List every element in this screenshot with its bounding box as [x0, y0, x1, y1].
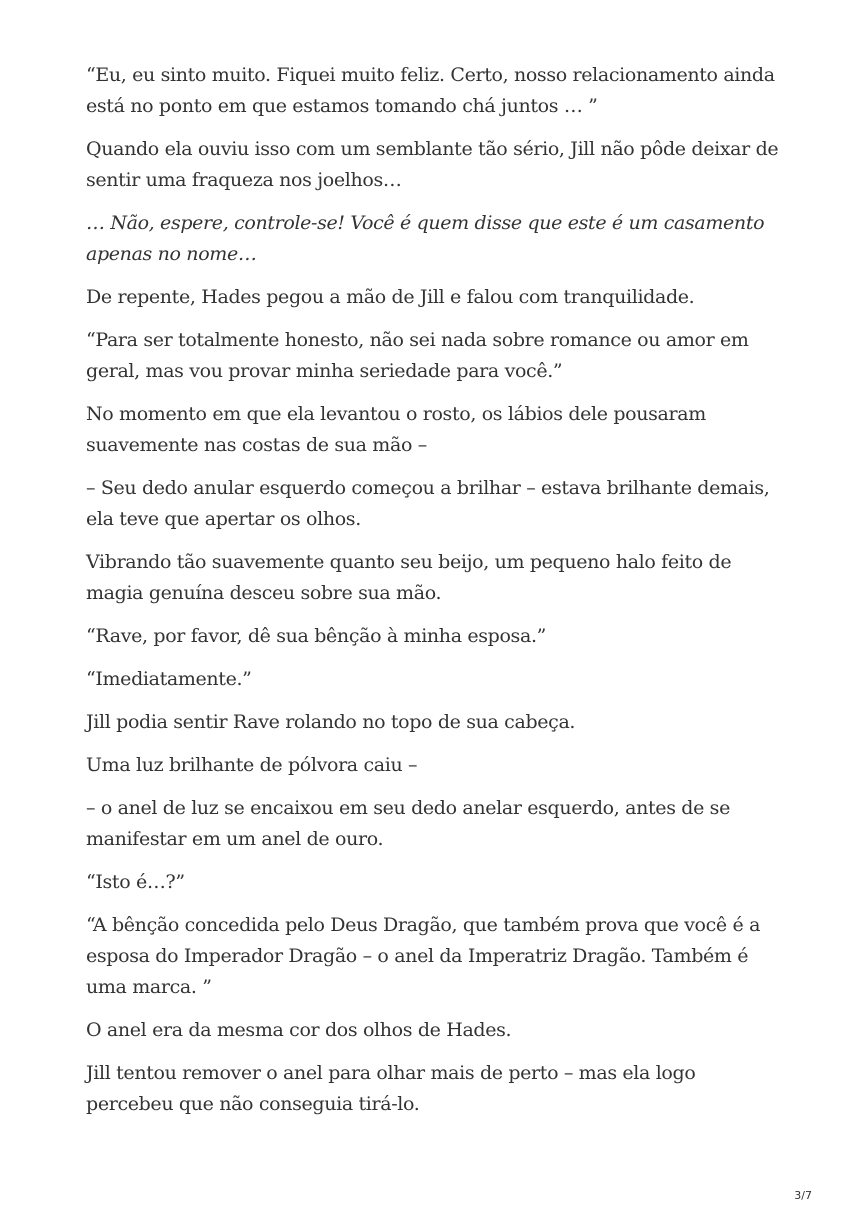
paragraph-11: Jill podia sentir Rave rolando no topo de sua cabeça. — [86, 711, 576, 733]
paragraph-7: – Seu dedo anular esquerdo começou a brilhar – estava brilhante demais, ela teve que apertar os olhos. — [86, 477, 770, 530]
paragraph-2: Quando ela ouviu isso com um semblante tão sério, Jill não pôde deixar de sentir uma fraqueza nos joelhos… — [86, 138, 779, 191]
paragraph-3-italic: … Não, espere, controle-se! Você é quem disse que este é um casamento apenas no nome… — [86, 212, 765, 265]
document-page — [86, 60, 786, 1132]
paragraph-4: De repente, Hades pegou a mão de Jill e falou com tranquilidade. — [86, 286, 695, 308]
paragraph-14: “Isto é…?” — [86, 871, 185, 893]
paragraph-12: Uma luz brilhante de pólvora caiu – — [86, 754, 418, 776]
paragraph-5: “Para ser totalmente honesto, não sei nada sobre romance ou amor em geral, mas vou provar minha seriedade para você.” — [86, 329, 749, 382]
paragraph-1: “Eu, eu sinto muito. Fiquei muito feliz. Certo, nosso relacionamento ainda está no ponto em que estamos tomando chá juntos … ” — [86, 64, 775, 117]
page-number: 3/7 — [794, 1189, 812, 1202]
paragraph-10: “Imediatamente.” — [86, 668, 252, 690]
paragraph-17: Jill tentou remover o anel para olhar mais de perto – mas ela logo percebeu que não conseguia tirá-lo. — [86, 1062, 696, 1115]
paragraph-13: – o anel de luz se encaixou em seu dedo anelar esquerdo, antes de se manifestar em um anel de ouro. — [86, 797, 730, 850]
paragraph-16: O anel era da mesma cor dos olhos de Hades. — [86, 1019, 512, 1041]
paragraph-9: “Rave, por favor, dê sua bênção à minha esposa.” — [86, 625, 546, 647]
paragraph-15: “A bênção concedida pelo Deus Dragão, que também prova que você é a esposa do Imperador Dragão – o anel da Imperatriz Dragão. Também é uma marca. ” — [86, 914, 761, 998]
paragraph-6: No momento em que ela levantou o rosto, os lábios dele pousaram suavemente nas costas de sua mão – — [86, 403, 706, 456]
paragraph-8: Vibrando tão suavemente quanto seu beijo, um pequeno halo feito de magia genuína desceu sobre sua mão. — [86, 551, 732, 604]
